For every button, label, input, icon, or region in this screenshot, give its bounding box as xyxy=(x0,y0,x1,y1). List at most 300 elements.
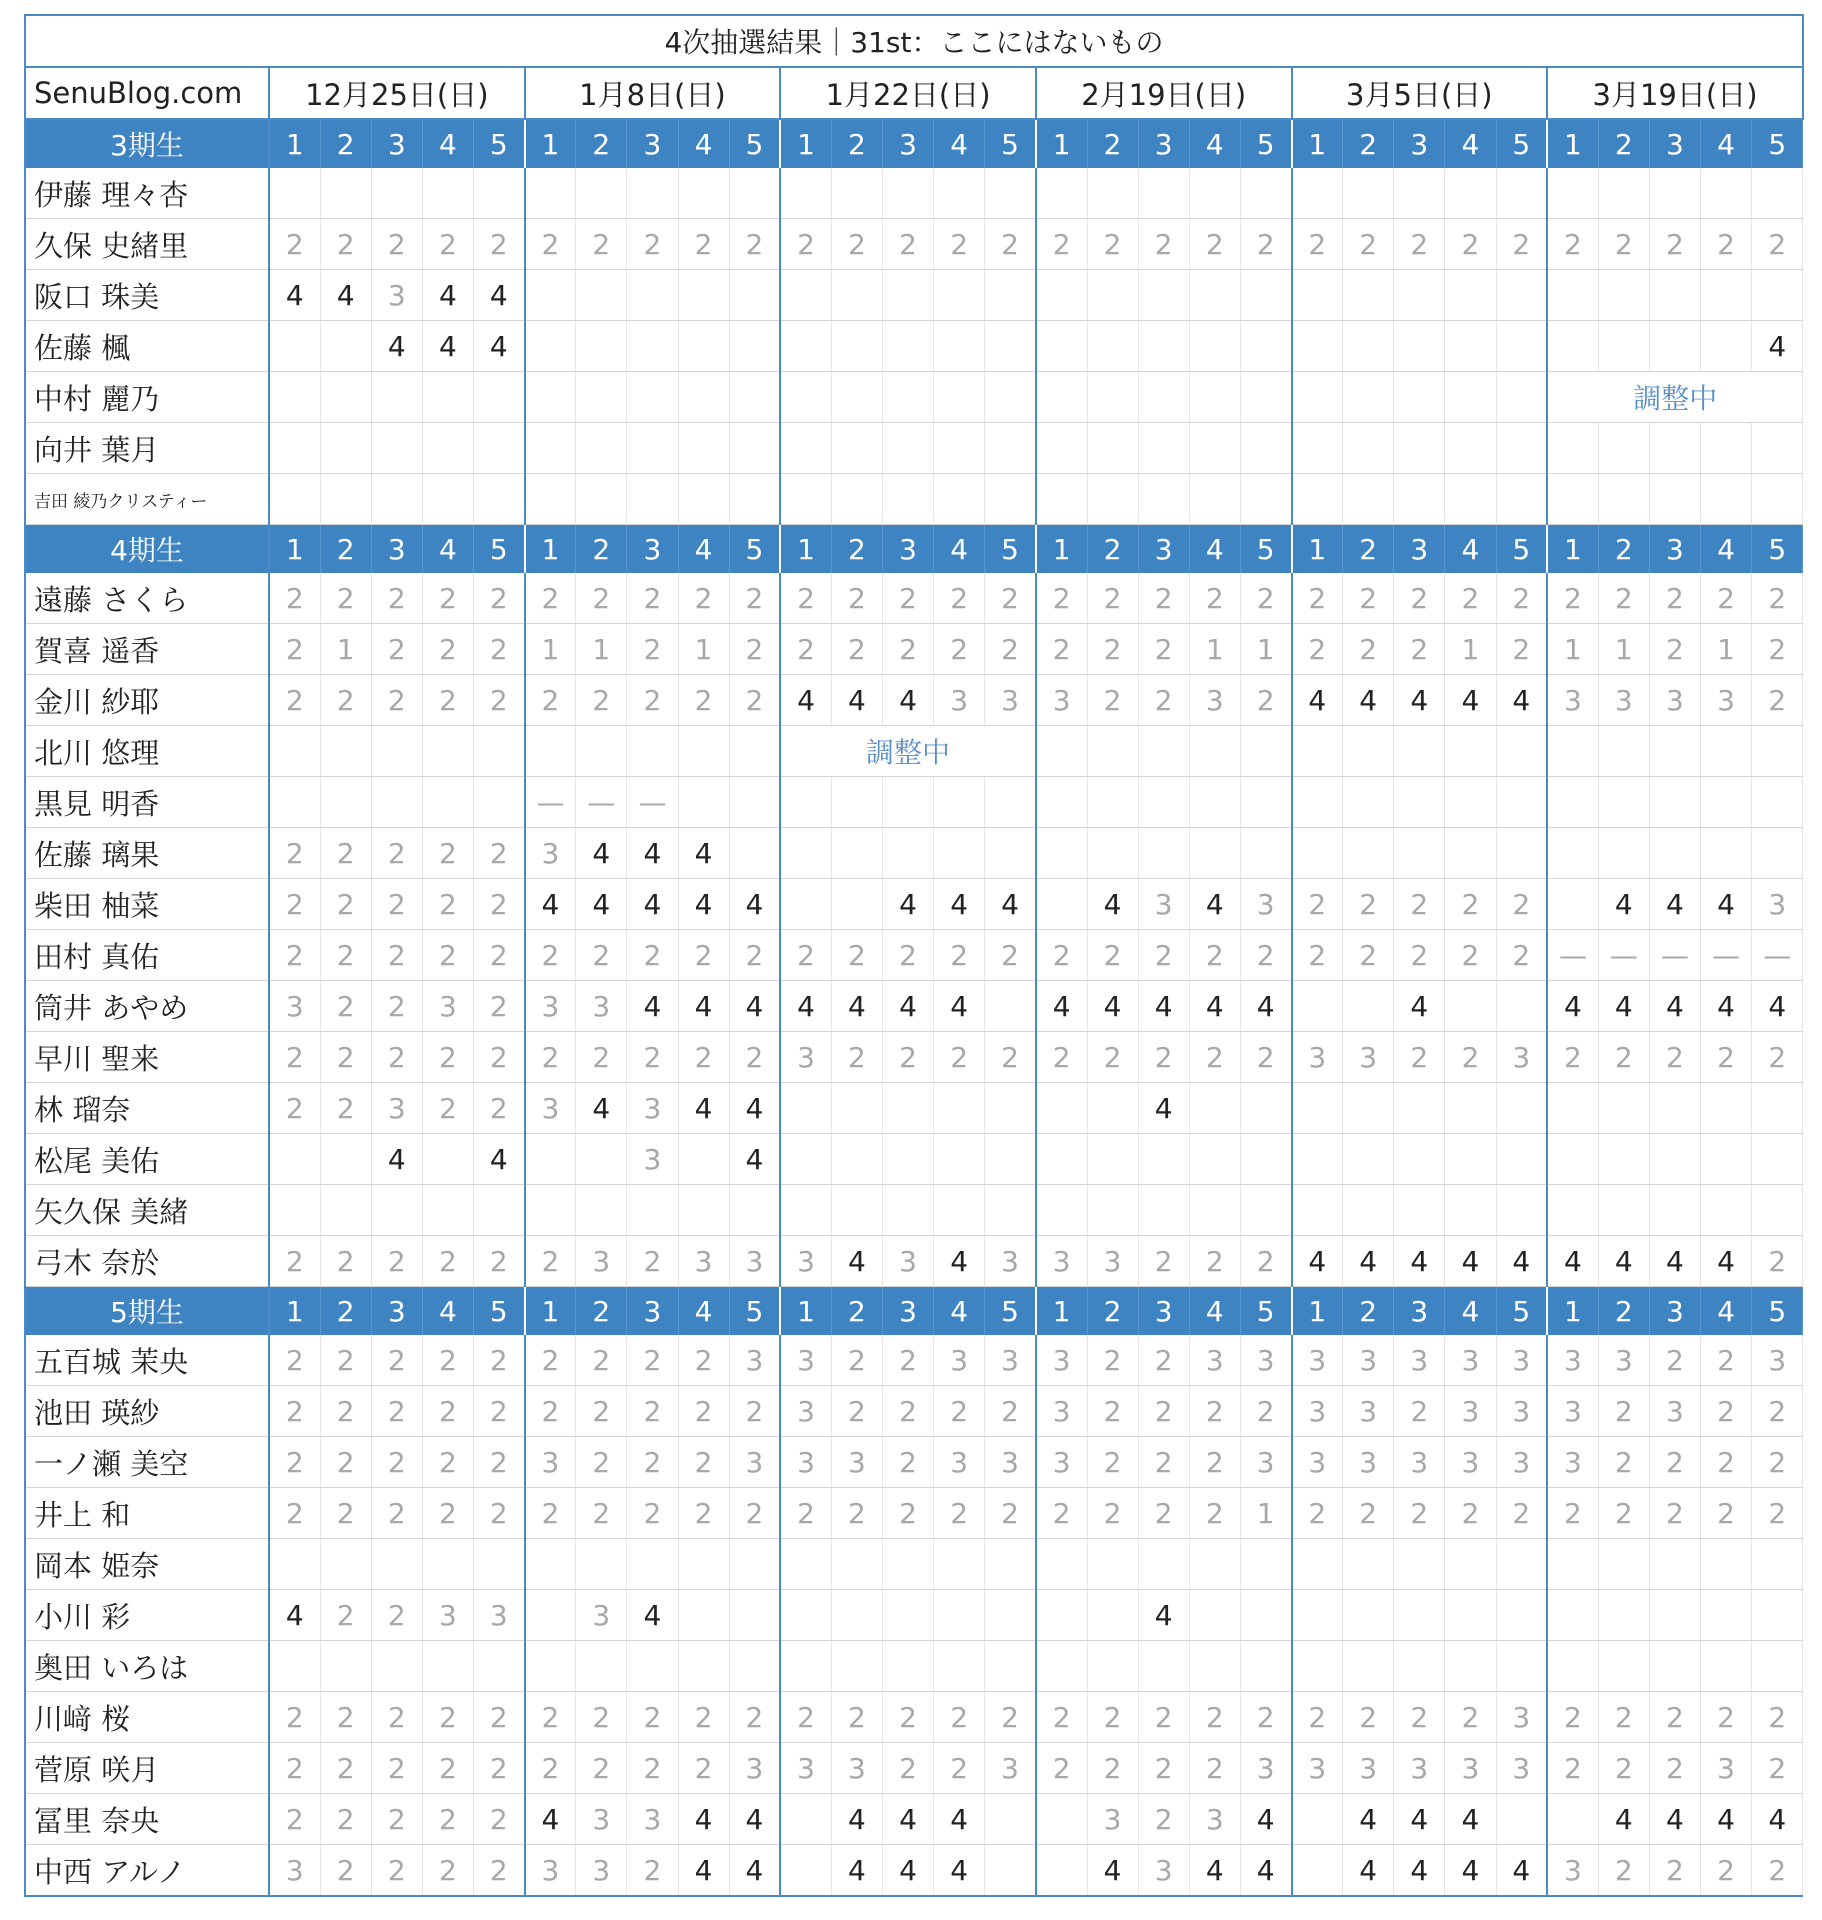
slot-number: 1 xyxy=(780,1287,831,1336)
result-cell: 4 xyxy=(422,270,473,321)
result-cell: 2 xyxy=(1752,1032,1803,1083)
member-name: 久保 史緒里 xyxy=(25,219,269,270)
result-cell xyxy=(780,1185,831,1236)
result-cell: 2 xyxy=(1240,675,1291,726)
member-row xyxy=(25,1590,1803,1641)
result-cell xyxy=(422,1185,473,1236)
result-cell: 2 xyxy=(934,930,985,981)
slot-number: 1 xyxy=(1036,1287,1087,1336)
result-cell xyxy=(1598,1641,1649,1692)
slot-number: 2 xyxy=(320,525,371,574)
result-cell: 3 xyxy=(1445,1437,1496,1488)
result-cell xyxy=(1547,168,1598,219)
member-row xyxy=(25,777,1803,828)
result-cell xyxy=(1598,777,1649,828)
result-cell xyxy=(269,1539,320,1590)
result-cell xyxy=(474,726,525,777)
result-cell xyxy=(934,1641,985,1692)
result-cell xyxy=(1138,828,1189,879)
result-cell: 3 xyxy=(1343,1743,1394,1794)
result-cell xyxy=(1394,168,1445,219)
result-cell xyxy=(525,726,576,777)
result-cell xyxy=(1036,1185,1087,1236)
generation-label: 5期生 xyxy=(25,1287,269,1336)
result-cell xyxy=(1189,168,1240,219)
result-cell: 2 xyxy=(474,573,525,624)
result-cell: 4 xyxy=(1138,1590,1189,1641)
result-cell: 2 xyxy=(780,1488,831,1539)
result-cell xyxy=(1752,168,1803,219)
result-cell xyxy=(1240,1185,1291,1236)
result-cell xyxy=(1036,726,1087,777)
result-cell: 4 xyxy=(1649,1236,1700,1287)
result-cell: 2 xyxy=(1087,1386,1138,1437)
result-cell: 3 xyxy=(1496,1335,1547,1386)
result-cell: 3 xyxy=(1240,1743,1291,1794)
result-cell xyxy=(1189,726,1240,777)
result-cell: 2 xyxy=(1649,219,1700,270)
result-cell: 2 xyxy=(1496,573,1547,624)
result-cell xyxy=(1189,1083,1240,1134)
result-cell: 4 xyxy=(1189,1845,1240,1897)
result-cell: — xyxy=(576,777,627,828)
result-cell: 2 xyxy=(422,1236,473,1287)
result-cell xyxy=(1189,1539,1240,1590)
result-cell: 2 xyxy=(1752,624,1803,675)
result-cell: 3 xyxy=(934,1335,985,1386)
result-cell: 2 xyxy=(934,1386,985,1437)
result-cell xyxy=(1138,1134,1189,1185)
result-cell: 3 xyxy=(1752,1335,1803,1386)
result-cell: 4 xyxy=(678,981,729,1032)
result-cell xyxy=(678,1641,729,1692)
result-cell: 3 xyxy=(831,1437,882,1488)
result-cell xyxy=(1394,1083,1445,1134)
result-cell: 2 xyxy=(934,219,985,270)
result-cell: 2 xyxy=(729,1692,780,1743)
member-row xyxy=(25,1032,1803,1083)
result-cell: 2 xyxy=(525,1032,576,1083)
result-cell xyxy=(1496,423,1547,474)
result-cell: 4 xyxy=(1394,1794,1445,1845)
result-cell xyxy=(627,423,678,474)
result-cell: 3 xyxy=(1547,1335,1598,1386)
result-cell: 3 xyxy=(1189,675,1240,726)
result-cell: 4 xyxy=(1292,1236,1343,1287)
slot-number: 1 xyxy=(780,525,831,574)
result-cell: 2 xyxy=(1649,1743,1700,1794)
result-cell: 4 xyxy=(1343,1845,1394,1897)
result-cell xyxy=(883,1134,934,1185)
result-cell: 3 xyxy=(780,1743,831,1794)
result-cell xyxy=(1343,474,1394,525)
result-cell: 2 xyxy=(627,1236,678,1287)
result-cell: 2 xyxy=(576,1488,627,1539)
result-cell: 2 xyxy=(1292,1488,1343,1539)
result-cell xyxy=(1087,1134,1138,1185)
result-cell: 4 xyxy=(1547,1236,1598,1287)
result-cell xyxy=(1496,168,1547,219)
result-cell: 3 xyxy=(627,1134,678,1185)
result-cell xyxy=(831,270,882,321)
result-cell: 2 xyxy=(627,219,678,270)
result-cell: 2 xyxy=(1496,219,1547,270)
result-cell xyxy=(474,1641,525,1692)
member-name: 川﨑 桜 xyxy=(25,1692,269,1743)
result-cell xyxy=(320,1641,371,1692)
result-cell xyxy=(985,1083,1036,1134)
result-cell: 2 xyxy=(627,1437,678,1488)
result-cell: 2 xyxy=(1087,1488,1138,1539)
slot-number: 1 xyxy=(1292,1287,1343,1336)
result-cell: 3 xyxy=(1496,1692,1547,1743)
result-cell xyxy=(934,828,985,879)
slot-number: 2 xyxy=(1343,1287,1394,1336)
result-cell: 2 xyxy=(269,573,320,624)
result-cell: 2 xyxy=(1547,1692,1598,1743)
result-cell: 3 xyxy=(371,1083,422,1134)
result-cell xyxy=(1036,1134,1087,1185)
result-cell xyxy=(1445,726,1496,777)
result-cell xyxy=(1496,1134,1547,1185)
member-row xyxy=(25,1236,1803,1287)
result-cell: 2 xyxy=(1394,930,1445,981)
result-cell xyxy=(934,474,985,525)
result-cell: 2 xyxy=(1087,1437,1138,1488)
result-cell: 3 xyxy=(1292,1437,1343,1488)
member-name: 吉田 綾乃クリスティー xyxy=(25,474,269,525)
result-cell xyxy=(1445,1083,1496,1134)
slot-number: 1 xyxy=(269,525,320,574)
slot-number: 4 xyxy=(678,525,729,574)
result-cell: 3 xyxy=(1343,1437,1394,1488)
result-cell: 2 xyxy=(883,1488,934,1539)
result-cell: 2 xyxy=(729,930,780,981)
result-cell: 2 xyxy=(320,1488,371,1539)
result-cell xyxy=(985,828,1036,879)
result-cell: 2 xyxy=(525,1488,576,1539)
slot-number: 1 xyxy=(1547,1287,1598,1336)
result-cell xyxy=(1598,1134,1649,1185)
result-cell: 2 xyxy=(269,930,320,981)
result-cell: 1 xyxy=(1240,1488,1291,1539)
result-cell xyxy=(1343,1185,1394,1236)
slot-number: 2 xyxy=(320,119,371,168)
result-cell xyxy=(1701,1083,1752,1134)
result-cell: 2 xyxy=(1752,1845,1803,1897)
result-cell: 2 xyxy=(1036,1743,1087,1794)
slot-number: 2 xyxy=(1087,525,1138,574)
result-cell xyxy=(269,423,320,474)
slot-number: 4 xyxy=(934,119,985,168)
result-cell: 2 xyxy=(371,1845,422,1897)
result-cell: 3 xyxy=(1496,1032,1547,1083)
result-cell: — xyxy=(1649,930,1700,981)
result-cell: 3 xyxy=(985,1335,1036,1386)
result-cell xyxy=(269,726,320,777)
result-cell xyxy=(1240,1641,1291,1692)
result-cell xyxy=(1240,321,1291,372)
result-cell: 2 xyxy=(422,675,473,726)
result-cell: 3 xyxy=(1138,1845,1189,1897)
member-name: 佐藤 璃果 xyxy=(25,828,269,879)
result-cell: 3 xyxy=(780,1032,831,1083)
result-cell: 2 xyxy=(525,930,576,981)
result-cell xyxy=(1087,423,1138,474)
result-cell xyxy=(1138,321,1189,372)
result-cell xyxy=(525,1539,576,1590)
result-cell xyxy=(1752,1539,1803,1590)
result-cell xyxy=(1496,726,1547,777)
result-cell xyxy=(729,828,780,879)
result-cell: 4 xyxy=(678,1845,729,1897)
result-cell: 2 xyxy=(1547,1743,1598,1794)
result-cell xyxy=(1036,321,1087,372)
slot-number: 2 xyxy=(1598,119,1649,168)
result-cell: 3 xyxy=(1292,1335,1343,1386)
result-cell xyxy=(576,270,627,321)
result-cell: 2 xyxy=(729,1032,780,1083)
result-cell: 4 xyxy=(1240,981,1291,1032)
slot-number: 4 xyxy=(1189,1287,1240,1336)
result-cell: 2 xyxy=(576,1437,627,1488)
slot-number: 2 xyxy=(576,119,627,168)
result-cell xyxy=(1240,726,1291,777)
result-cell: 2 xyxy=(1036,219,1087,270)
result-cell: 3 xyxy=(1240,1335,1291,1386)
result-cell: 3 xyxy=(985,1743,1036,1794)
result-cell: 2 xyxy=(729,675,780,726)
result-cell: 2 xyxy=(371,828,422,879)
result-cell: 2 xyxy=(320,1083,371,1134)
result-cell: 2 xyxy=(729,1386,780,1437)
result-cell xyxy=(831,1134,882,1185)
result-cell: 4 xyxy=(883,879,934,930)
result-cell xyxy=(780,777,831,828)
result-cell xyxy=(1496,1590,1547,1641)
result-cell: 2 xyxy=(1292,879,1343,930)
result-cell: 2 xyxy=(934,573,985,624)
result-cell: 2 xyxy=(1445,219,1496,270)
results-table xyxy=(24,14,1804,1897)
result-cell: 2 xyxy=(831,573,882,624)
result-cell xyxy=(1701,1641,1752,1692)
result-cell: 2 xyxy=(576,930,627,981)
member-row xyxy=(25,879,1803,930)
result-cell xyxy=(985,321,1036,372)
result-cell: 2 xyxy=(269,675,320,726)
result-cell xyxy=(269,1134,320,1185)
result-cell xyxy=(934,321,985,372)
result-cell: 2 xyxy=(1649,1437,1700,1488)
result-cell xyxy=(1292,828,1343,879)
result-cell xyxy=(1547,423,1598,474)
result-cell: 3 xyxy=(1189,1794,1240,1845)
result-cell: 2 xyxy=(1547,1488,1598,1539)
date-header: 1月22日(日) xyxy=(780,67,1036,119)
result-cell: 2 xyxy=(474,879,525,930)
result-cell xyxy=(422,168,473,219)
result-cell xyxy=(883,423,934,474)
member-row xyxy=(25,675,1803,726)
result-cell: 2 xyxy=(1292,219,1343,270)
result-cell: 4 xyxy=(729,981,780,1032)
result-cell: 2 xyxy=(831,1032,882,1083)
result-cell xyxy=(1240,828,1291,879)
member-name: 一ノ瀬 美空 xyxy=(25,1437,269,1488)
result-cell xyxy=(831,474,882,525)
result-cell: 2 xyxy=(1138,219,1189,270)
result-cell xyxy=(422,1134,473,1185)
result-cell: 2 xyxy=(1598,1488,1649,1539)
result-cell xyxy=(985,1185,1036,1236)
slot-number: 5 xyxy=(985,119,1036,168)
result-cell: 2 xyxy=(1547,573,1598,624)
result-cell: 2 xyxy=(474,828,525,879)
result-cell: 2 xyxy=(422,828,473,879)
result-cell: — xyxy=(1752,930,1803,981)
result-cell: 4 xyxy=(1701,1236,1752,1287)
result-cell: 2 xyxy=(320,573,371,624)
result-cell: 3 xyxy=(576,1845,627,1897)
result-cell xyxy=(831,1185,882,1236)
result-cell xyxy=(780,372,831,423)
result-cell: 2 xyxy=(934,1743,985,1794)
result-cell xyxy=(729,372,780,423)
result-cell: 2 xyxy=(1087,573,1138,624)
result-cell: 2 xyxy=(474,1236,525,1287)
result-cell: 3 xyxy=(1547,675,1598,726)
result-cell: 2 xyxy=(525,1335,576,1386)
result-cell: 3 xyxy=(1036,1335,1087,1386)
result-cell: 4 xyxy=(1394,1845,1445,1897)
member-row xyxy=(25,1743,1803,1794)
slot-number: 5 xyxy=(474,525,525,574)
result-cell: 2 xyxy=(371,1236,422,1287)
result-cell xyxy=(883,270,934,321)
result-cell: 4 xyxy=(576,828,627,879)
result-cell xyxy=(934,168,985,219)
result-cell: 2 xyxy=(627,675,678,726)
result-cell: 2 xyxy=(780,573,831,624)
result-cell: 2 xyxy=(934,1032,985,1083)
result-cell xyxy=(729,1641,780,1692)
result-cell: 3 xyxy=(525,1083,576,1134)
result-cell: 2 xyxy=(678,573,729,624)
result-cell xyxy=(525,1641,576,1692)
member-name: 矢久保 美緒 xyxy=(25,1185,269,1236)
result-cell: 4 xyxy=(1598,981,1649,1032)
result-cell xyxy=(1394,1590,1445,1641)
result-cell: 4 xyxy=(1189,879,1240,930)
result-cell: 2 xyxy=(1701,1845,1752,1897)
result-cell: 2 xyxy=(422,219,473,270)
result-cell xyxy=(1343,1641,1394,1692)
result-cell xyxy=(1036,372,1087,423)
slot-number: 4 xyxy=(1445,525,1496,574)
result-cell xyxy=(1292,1539,1343,1590)
member-row xyxy=(25,624,1803,675)
result-cell: 2 xyxy=(576,1386,627,1437)
result-cell: 3 xyxy=(1394,1335,1445,1386)
result-cell xyxy=(1292,1083,1343,1134)
result-cell xyxy=(1547,1539,1598,1590)
result-cell xyxy=(1598,1539,1649,1590)
result-cell xyxy=(883,168,934,219)
result-cell xyxy=(985,423,1036,474)
result-cell: 2 xyxy=(525,1692,576,1743)
result-cell: 2 xyxy=(371,1743,422,1794)
result-cell: 2 xyxy=(474,1692,525,1743)
result-cell: 2 xyxy=(320,1386,371,1437)
member-row xyxy=(25,321,1803,372)
result-cell: 4 xyxy=(1752,321,1803,372)
member-name: 岡本 姫奈 xyxy=(25,1539,269,1590)
member-row xyxy=(25,1437,1803,1488)
result-cell: 2 xyxy=(422,624,473,675)
result-cell xyxy=(1292,1185,1343,1236)
result-cell xyxy=(831,372,882,423)
slot-number: 5 xyxy=(1496,1287,1547,1336)
result-cell xyxy=(678,1590,729,1641)
result-cell: 3 xyxy=(1343,1032,1394,1083)
result-cell: 2 xyxy=(985,1692,1036,1743)
result-cell: 3 xyxy=(627,1083,678,1134)
result-cell: 3 xyxy=(627,1794,678,1845)
result-cell: 2 xyxy=(474,1794,525,1845)
result-cell: — xyxy=(1547,930,1598,981)
result-cell xyxy=(1394,372,1445,423)
slot-number: 3 xyxy=(1649,119,1700,168)
result-cell: 2 xyxy=(780,624,831,675)
result-cell xyxy=(678,321,729,372)
result-cell: 4 xyxy=(1343,675,1394,726)
result-cell xyxy=(1445,1134,1496,1185)
result-cell: 2 xyxy=(1343,879,1394,930)
result-cell xyxy=(1292,981,1343,1032)
result-cell: 4 xyxy=(831,1794,882,1845)
result-cell xyxy=(320,726,371,777)
result-cell: 2 xyxy=(1752,573,1803,624)
result-cell xyxy=(831,321,882,372)
result-cell xyxy=(780,168,831,219)
result-cell xyxy=(1649,1185,1700,1236)
result-cell: — xyxy=(1598,930,1649,981)
result-cell xyxy=(1649,168,1700,219)
result-cell: 2 xyxy=(1138,1386,1189,1437)
result-cell xyxy=(780,1134,831,1185)
result-cell xyxy=(1445,1641,1496,1692)
result-cell: 2 xyxy=(1240,1032,1291,1083)
result-cell: 4 xyxy=(1701,1794,1752,1845)
result-cell xyxy=(525,1134,576,1185)
result-cell: 2 xyxy=(780,1692,831,1743)
member-row xyxy=(25,828,1803,879)
result-cell xyxy=(1547,474,1598,525)
slot-number: 2 xyxy=(1598,525,1649,574)
result-cell: 2 xyxy=(1445,879,1496,930)
result-cell: 2 xyxy=(576,1032,627,1083)
result-cell xyxy=(269,474,320,525)
member-row xyxy=(25,372,1803,423)
result-cell: 1 xyxy=(1445,624,1496,675)
result-cell: 2 xyxy=(525,675,576,726)
result-cell: 2 xyxy=(1189,1386,1240,1437)
result-cell xyxy=(1087,1539,1138,1590)
result-cell xyxy=(576,168,627,219)
result-cell: 2 xyxy=(1036,573,1087,624)
result-cell xyxy=(627,372,678,423)
